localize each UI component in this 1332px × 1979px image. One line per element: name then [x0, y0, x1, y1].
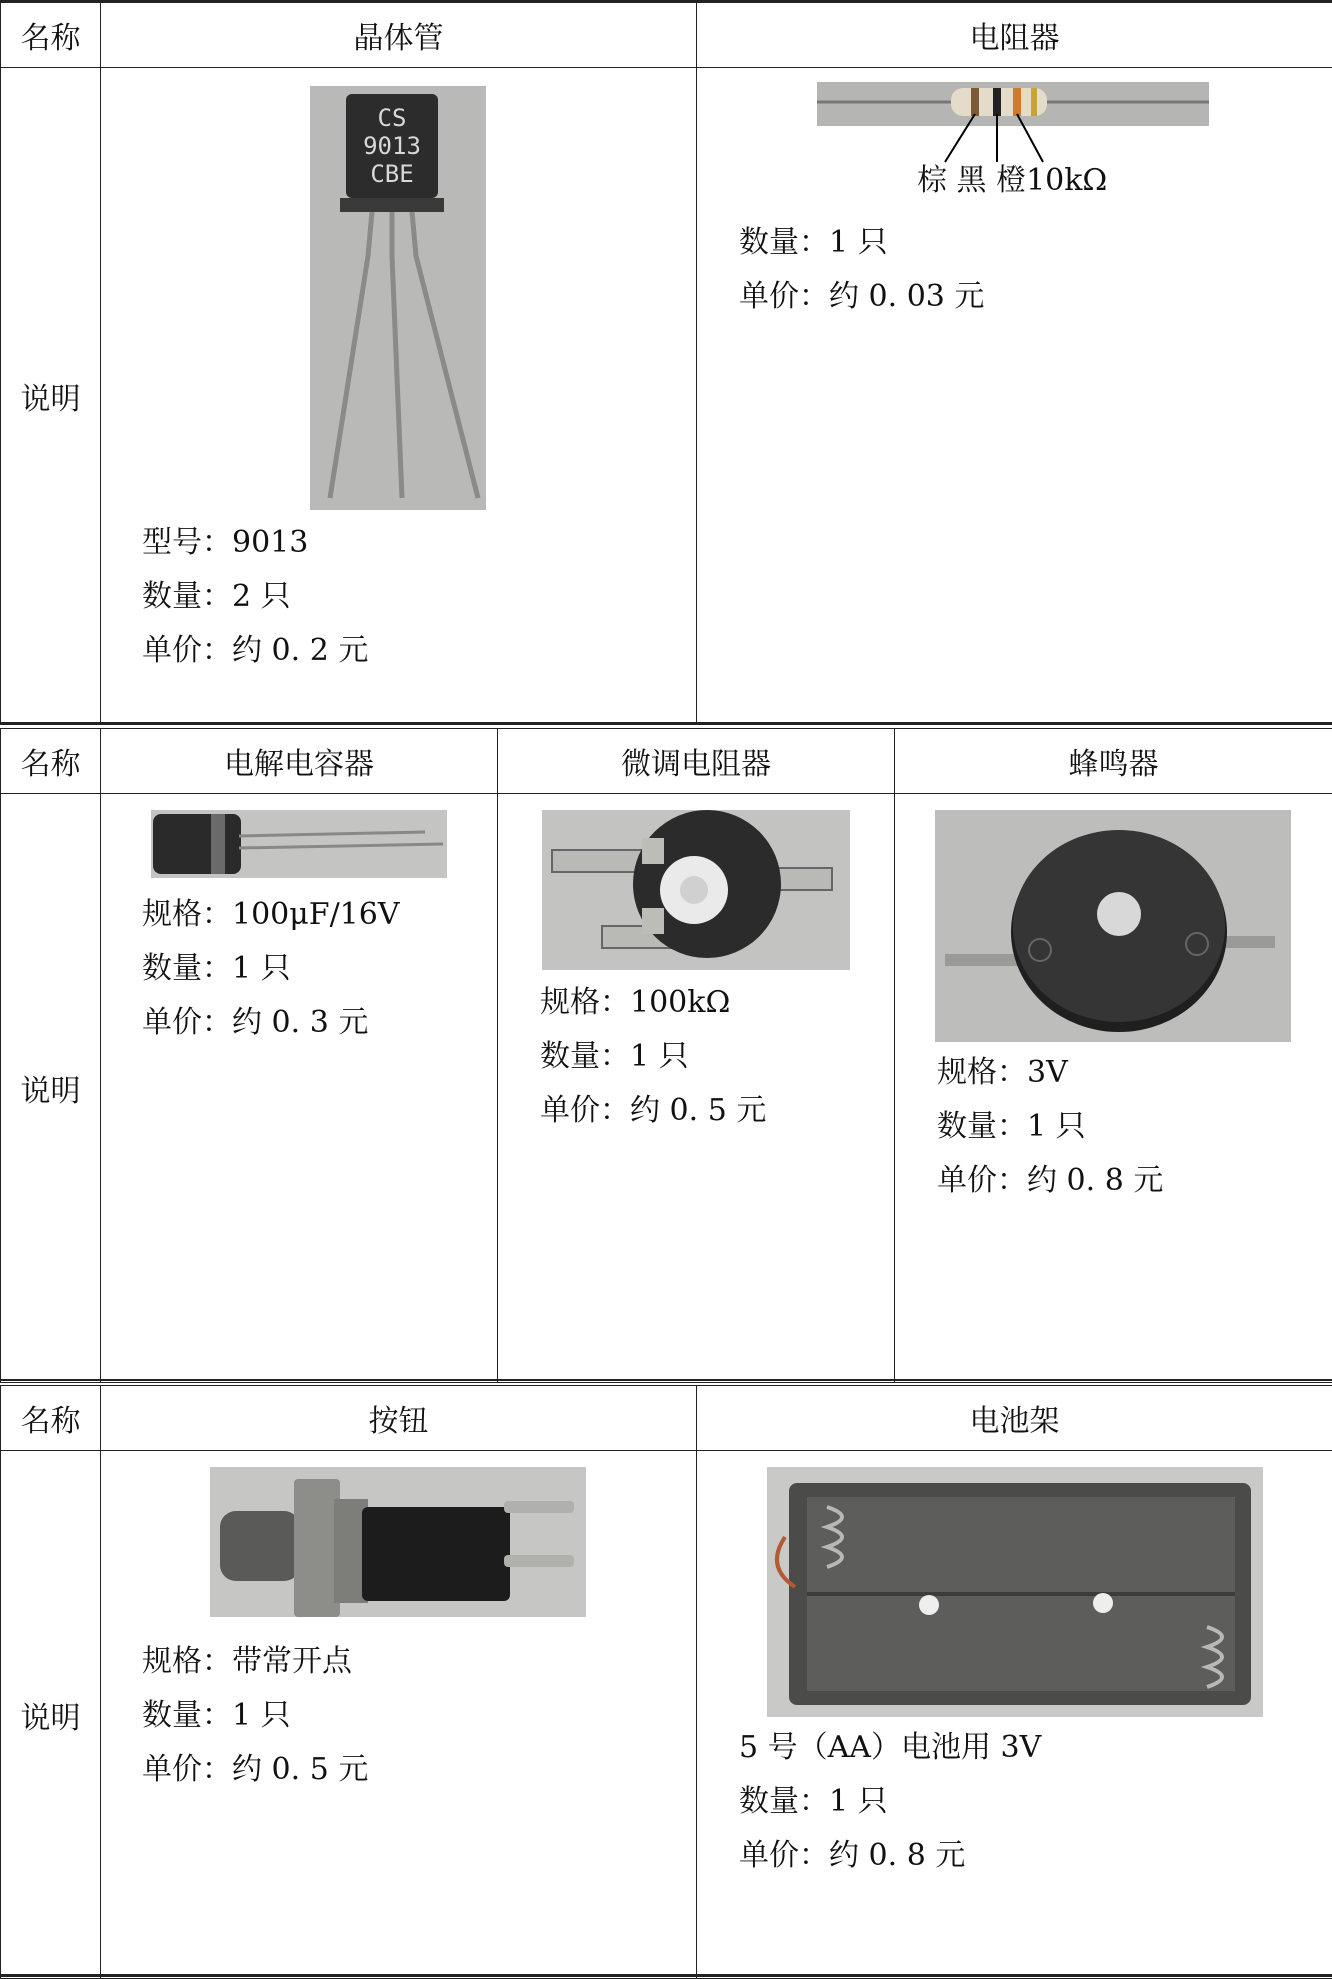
battery-holder-cell	[697, 1451, 1332, 1979]
desc-label: 说明	[1, 1451, 101, 1979]
battery-holder-price: 单价：约 0. 8 元	[739, 1838, 966, 1873]
battery-holder-qty: 数量：1 只	[739, 1784, 888, 1819]
battery-holder-name: 电池架	[697, 1386, 1332, 1451]
section-3-table	[0, 1385, 1332, 1979]
buzzer-spec: 规格：3V	[937, 1055, 1068, 1090]
trimmer-cell	[498, 794, 895, 1383]
capacitor-qty: 数量：1 只	[142, 951, 291, 986]
buzzer-photo	[935, 810, 1291, 1042]
section-1-table	[0, 2, 1332, 725]
trimmer-price: 单价：约 0. 5 元	[540, 1093, 767, 1128]
capacitor-price: 单价：约 0. 3 元	[142, 1005, 369, 1040]
resistor-price: 单价：约 0. 03 元	[739, 279, 985, 314]
transistor-marking-3: CBE	[370, 160, 414, 188]
battery-holder-spec: 5 号（AA）电池用 3V	[739, 1730, 1042, 1765]
trimmer-photo	[542, 810, 850, 970]
capacitor-cell	[101, 794, 498, 1383]
button-photo	[210, 1467, 586, 1617]
trimmer-spec: 规格：100kΩ	[540, 985, 731, 1020]
transistor-price: 单价：约 0. 2 元	[142, 633, 369, 668]
resistor-band-label: 棕 黑 橙10kΩ	[917, 163, 1108, 198]
section-2-table	[0, 728, 1332, 1383]
resistor-qty: 数量：1 只	[739, 225, 888, 260]
capacitor-photo	[151, 810, 447, 878]
button-name: 按钮	[101, 1386, 697, 1451]
buzzer-price: 单价：约 0. 8 元	[937, 1163, 1164, 1198]
battery-holder-photo	[767, 1467, 1263, 1717]
button-spec: 规格：带常开点	[142, 1644, 352, 1679]
transistor-name: 晶体管	[101, 3, 697, 68]
resistor-name: 电阻器	[697, 3, 1332, 68]
buzzer-cell	[895, 794, 1332, 1383]
desc-label: 说明	[1, 68, 101, 725]
transistor-photo	[310, 86, 486, 510]
resistor-photo	[817, 82, 1209, 198]
capacitor-spec: 规格：100μF/16V	[142, 897, 400, 932]
button-qty: 数量：1 只	[142, 1698, 291, 1733]
trimmer-qty: 数量：1 只	[540, 1039, 689, 1074]
transistor-cell	[101, 68, 697, 725]
trimmer-name: 微调电阻器	[498, 729, 895, 794]
desc-label: 说明	[1, 794, 101, 1383]
transistor-model: 型号：9013	[142, 525, 309, 560]
name-label: 名称	[1, 1386, 101, 1451]
name-label: 名称	[1, 3, 101, 68]
button-cell	[101, 1451, 697, 1979]
transistor-marking-2: 9013	[363, 132, 421, 160]
buzzer-name: 蜂鸣器	[895, 729, 1332, 794]
capacitor-name: 电解电容器	[101, 729, 498, 794]
resistor-cell	[697, 68, 1332, 725]
buzzer-qty: 数量：1 只	[937, 1109, 1086, 1144]
transistor-marking-1: CS	[377, 104, 407, 132]
button-price: 单价：约 0. 5 元	[142, 1752, 369, 1787]
name-label: 名称	[1, 729, 101, 794]
transistor-qty: 数量：2 只	[142, 579, 291, 614]
